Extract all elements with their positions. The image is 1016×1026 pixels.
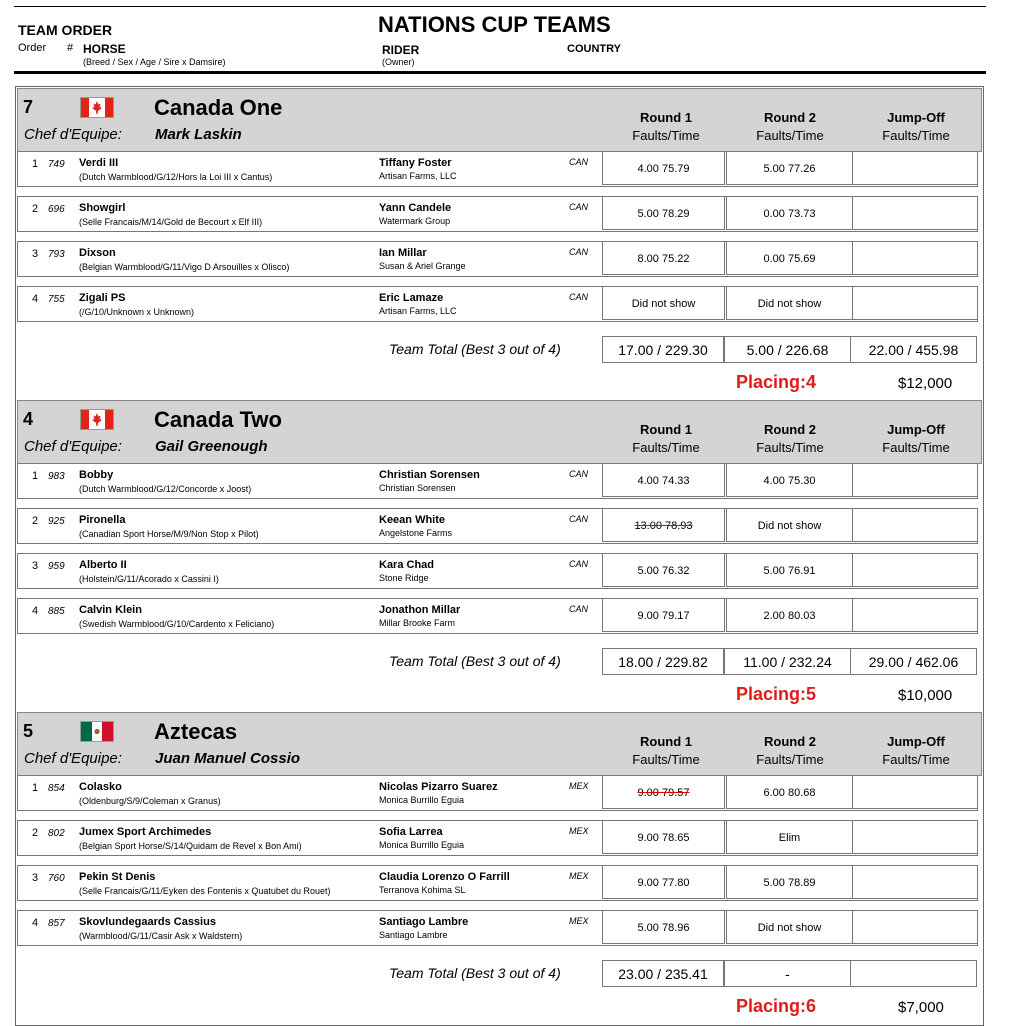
round2-result — [726, 196, 853, 230]
round1-value: 5.00 76.32 — [637, 565, 690, 577]
jumpoff-result — [852, 865, 978, 899]
number-column-label: # — [67, 42, 74, 54]
team-placing: Placing:4 — [736, 372, 817, 392]
round1-result — [602, 286, 725, 320]
rider-name: Kara Chad — [379, 559, 435, 571]
round2-value: Elim — [778, 832, 801, 844]
column-subtitle: Faults/Time — [756, 752, 824, 767]
round2-result — [726, 508, 853, 542]
round1-result — [602, 775, 725, 809]
horse-number: 802 — [48, 828, 65, 839]
column-header-jumpoff — [854, 733, 978, 769]
rider-name: Christian Sorensen — [379, 469, 480, 481]
horse-name: Pironella — [79, 514, 126, 526]
horse-column-sublabel: (Breed / Sex / Age / Sire x Damsire) — [83, 57, 226, 67]
horse-breed: (Warmblood/G/11/Casir Ask x Waldstern) — [79, 931, 243, 941]
horse-owner: Santiago Lambre — [379, 930, 448, 940]
mexico-flag-icon — [80, 721, 114, 742]
column-title: Round 2 — [764, 422, 816, 437]
horse-number: 983 — [48, 471, 65, 482]
round2-result — [726, 286, 853, 320]
horse-number: 793 — [48, 249, 65, 260]
column-subtitle: Faults/Time — [882, 440, 950, 455]
jumpoff-result — [852, 151, 978, 185]
country-column-label: COUNTRY — [567, 43, 621, 55]
rider-row — [17, 151, 978, 187]
round1-value: 4.00 74.33 — [637, 475, 690, 487]
round2-result — [726, 241, 853, 275]
horse-breed: (Belgian Sport Horse/S/14/Quidam de Revel x Bon Ami) — [79, 841, 302, 851]
horse-owner: Susan & Ariel Grange — [379, 261, 466, 271]
rider-row — [17, 865, 978, 901]
horse-name: Calvin Klein — [79, 604, 142, 616]
rider-order: 4 — [32, 293, 39, 305]
jumpoff-result — [852, 910, 978, 944]
column-title: Round 1 — [640, 110, 692, 125]
horse-breed: (Swedish Warmblood/G/10/Cardento x Feliciano) — [79, 619, 275, 629]
round1-value: Did not show — [631, 298, 696, 310]
horse-name: Zigali PS — [79, 292, 126, 304]
round2-result — [726, 910, 853, 944]
team-header — [17, 400, 982, 464]
rider-order: 3 — [32, 248, 39, 260]
rider-row — [17, 910, 978, 946]
rider-name: Eric Lamaze — [379, 292, 444, 304]
horse-breed: (Canadian Sport Horse/M/9/Non Stop x Pilot) — [79, 529, 259, 539]
rider-country: CAN — [569, 202, 589, 212]
chef-name: Gail Greenough — [155, 438, 268, 455]
rider-order: 4 — [32, 605, 39, 617]
round2-value: 2.00 80.03 — [763, 610, 816, 622]
team-order-heading: TEAM ORDER — [18, 22, 113, 38]
horse-name: Colasko — [79, 781, 122, 793]
horse-name: Verdi III — [79, 157, 119, 169]
team-total-value: 5.00 / 226.68 — [746, 342, 829, 358]
team-total-value: - — [785, 966, 790, 982]
team-order-number: 4 — [23, 409, 34, 429]
column-header-jumpoff — [854, 421, 978, 457]
round2-result — [726, 775, 853, 809]
column-title: Round 2 — [764, 110, 816, 125]
column-header-round1 — [604, 733, 728, 769]
round1-value: 5.00 78.96 — [637, 922, 690, 934]
team-total-label: Team Total (Best 3 out of 4) — [389, 653, 561, 669]
horse-owner: Monica Burrillo Eguia — [379, 795, 465, 805]
page-title: NATIONS CUP TEAMS — [378, 12, 611, 37]
round2-result — [726, 598, 853, 632]
rider-order: 4 — [32, 917, 39, 929]
jumpoff-result — [852, 463, 978, 497]
column-header-jumpoff — [854, 109, 978, 145]
rider-country: CAN — [569, 604, 589, 614]
team-total-jo — [850, 960, 977, 987]
chef-label: Chef d'Equipe: — [24, 750, 122, 767]
team-name: Canada Two — [154, 407, 282, 432]
jumpoff-result — [852, 820, 978, 854]
rider-column-label: RIDER — [382, 43, 420, 57]
horse-breed: (Belgian Warmblood/G/11/Vigo D Arsouilles x Olisco) — [79, 262, 290, 272]
round2-value: 4.00 75.30 — [763, 475, 816, 487]
horse-breed: (Holstein/G/11/Acorado x Cassini I) — [79, 574, 219, 584]
rider-name: Keean White — [379, 514, 446, 526]
chef-label: Chef d'Equipe: — [24, 126, 122, 143]
rider-country: CAN — [569, 247, 589, 257]
round1-result — [602, 463, 725, 497]
horse-column-label: HORSE — [83, 42, 126, 56]
round1-value: 4.00 75.79 — [637, 163, 690, 175]
round2-value: 0.00 75.69 — [763, 253, 816, 265]
rider-name: Jonathon Millar — [379, 604, 461, 616]
rider-name: Sofia Larrea — [379, 826, 443, 838]
rider-order: 3 — [32, 560, 39, 572]
team-total-label: Team Total (Best 3 out of 4) — [389, 341, 561, 357]
rider-name: Nicolas Pizarro Suarez — [379, 781, 498, 793]
rider-order: 2 — [32, 515, 39, 527]
chef-label: Chef d'Equipe: — [24, 438, 122, 455]
horse-number: 760 — [48, 873, 65, 884]
horse-owner: Angelstone Farms — [379, 528, 453, 538]
rider-name: Yann Candele — [379, 202, 452, 214]
team-total-value: 29.00 / 462.06 — [868, 654, 959, 670]
column-subtitle: Faults/Time — [756, 440, 824, 455]
round1-result — [602, 241, 725, 275]
team-prize: $12,000 — [898, 375, 953, 392]
column-title: Jump-Off — [887, 110, 945, 125]
horse-owner: Christian Sorensen — [379, 483, 456, 493]
rider-order: 2 — [32, 203, 39, 215]
horse-name: Dixson — [79, 247, 116, 259]
column-header-round1 — [604, 109, 728, 145]
horse-name: Showgirl — [79, 202, 126, 214]
rider-country: CAN — [569, 514, 589, 524]
round1-value: 13.00 78.93 — [634, 520, 693, 532]
rider-row — [17, 286, 978, 322]
horse-breed: (Oldenburg/S/9/Coleman x Granus) — [79, 796, 221, 806]
jumpoff-result — [852, 196, 978, 230]
round2-result — [726, 865, 853, 899]
round2-value: 5.00 76.91 — [763, 565, 816, 577]
rider-row — [17, 775, 978, 811]
round1-result — [602, 196, 725, 230]
rider-row — [17, 598, 978, 634]
rider-order: 2 — [32, 827, 39, 839]
team-prize: $10,000 — [898, 687, 953, 704]
round2-result — [726, 463, 853, 497]
round2-value: Did not show — [757, 922, 822, 934]
rider-name: Ian Millar — [379, 247, 427, 259]
horse-number: 925 — [48, 516, 65, 527]
team-total-r2 — [724, 960, 851, 987]
round1-value: 9.00 79.57 — [637, 787, 690, 799]
rider-row — [17, 553, 978, 589]
rider-order: 1 — [32, 782, 39, 794]
round1-value: 9.00 79.17 — [637, 610, 690, 622]
team-name: Aztecas — [154, 719, 238, 744]
horse-name: Alberto II — [79, 559, 127, 571]
rider-name: Tiffany Foster — [379, 157, 452, 169]
jumpoff-result — [852, 241, 978, 275]
jumpoff-result — [852, 598, 978, 632]
team-prize: $7,000 — [898, 999, 944, 1016]
horse-name: Skovlundegaards Cassius — [79, 916, 216, 928]
team-order-number: 7 — [23, 97, 34, 117]
column-title: Jump-Off — [887, 734, 945, 749]
team-placing: Placing:5 — [736, 684, 817, 704]
column-title: Round 1 — [640, 422, 692, 437]
rider-country: MEX — [569, 826, 589, 836]
round2-value: 6.00 80.68 — [763, 787, 816, 799]
column-subtitle: Faults/Time — [882, 752, 950, 767]
rider-column-sublabel: (Owner) — [382, 57, 415, 67]
horse-owner: Stone Ridge — [379, 573, 429, 583]
horse-number: 885 — [48, 606, 65, 617]
round2-value: 0.00 73.73 — [763, 208, 816, 220]
team-total-value: 23.00 / 235.41 — [618, 966, 708, 982]
round2-value: 5.00 78.89 — [763, 877, 816, 889]
rider-country: CAN — [569, 157, 589, 167]
jumpoff-result — [852, 286, 978, 320]
column-header-round2 — [728, 421, 852, 457]
rider-country: MEX — [569, 916, 589, 926]
rider-country: CAN — [569, 469, 589, 479]
team-total-value: 17.00 / 229.30 — [618, 342, 708, 358]
team-total-r1 — [602, 960, 724, 987]
column-header-round2 — [728, 733, 852, 769]
rider-row — [17, 196, 978, 232]
rider-row — [17, 463, 978, 499]
team-total-jo — [850, 336, 977, 363]
column-subtitle: Faults/Time — [632, 752, 700, 767]
horse-owner: Millar Brooke Farm — [379, 618, 456, 628]
header-rule — [14, 71, 986, 74]
team-section — [17, 88, 982, 398]
round1-result — [602, 508, 725, 542]
round1-value: 9.00 77.80 — [637, 877, 690, 889]
round1-result — [602, 865, 725, 899]
canada-flag-icon — [80, 97, 114, 118]
rider-name: Claudia Lorenzo O Farrill — [379, 871, 510, 883]
chef-name: Juan Manuel Cossio — [155, 750, 301, 767]
column-subtitle: Faults/Time — [756, 128, 824, 143]
rider-row — [17, 820, 978, 856]
team-total-value: 22.00 / 455.98 — [868, 342, 959, 358]
horse-number: 854 — [48, 783, 65, 794]
team-total-r1 — [602, 648, 724, 675]
chef-name: Mark Laskin — [155, 126, 242, 143]
jumpoff-result — [852, 775, 978, 809]
horse-number: 749 — [48, 159, 65, 170]
team-section — [17, 400, 982, 710]
team-placing: Placing:6 — [736, 996, 817, 1016]
round1-result — [602, 151, 725, 185]
round2-result — [726, 553, 853, 587]
canada-flag-icon — [80, 409, 114, 430]
horse-owner: Artisan Farms, LLC — [379, 171, 457, 181]
column-subtitle: Faults/Time — [632, 128, 700, 143]
rider-name: Santiago Lambre — [379, 916, 469, 928]
column-title: Round 2 — [764, 734, 816, 749]
rider-country: MEX — [569, 781, 589, 791]
rider-order: 1 — [32, 158, 39, 170]
jumpoff-result — [852, 508, 978, 542]
round2-value: Did not show — [757, 298, 822, 310]
team-header — [17, 88, 982, 152]
team-header — [17, 712, 982, 776]
horse-breed: (Selle Francais/M/14/Gold de Becourt x Elf III) — [79, 217, 263, 227]
horse-number: 755 — [48, 294, 65, 305]
rider-country: CAN — [569, 559, 589, 569]
team-total-jo — [850, 648, 977, 675]
horse-name: Bobby — [79, 469, 114, 481]
round1-value: 8.00 75.22 — [637, 253, 690, 265]
horse-name: Pekin St Denis — [79, 871, 156, 883]
column-header-round1 — [604, 421, 728, 457]
team-order-number: 5 — [23, 721, 34, 741]
round1-result — [602, 553, 725, 587]
horse-breed: (Dutch Warmblood/G/12/Concorde x Joost) — [79, 484, 252, 494]
round2-result — [726, 151, 853, 185]
horse-owner: Artisan Farms, LLC — [379, 306, 457, 316]
horse-number: 959 — [48, 561, 65, 572]
jumpoff-result — [852, 553, 978, 587]
column-subtitle: Faults/Time — [882, 128, 950, 143]
round2-value: Did not show — [757, 520, 822, 532]
round1-result — [602, 598, 725, 632]
horse-breed: (/G/10/Unknown x Unknown) — [79, 307, 195, 317]
team-section — [17, 712, 982, 1022]
rider-country: CAN — [569, 292, 589, 302]
rider-row — [17, 508, 978, 544]
horse-breed: (Selle Francais/G/11/Eyken des Fontenis x Quatubet du Rouet) — [79, 886, 331, 896]
team-total-r2 — [724, 648, 851, 675]
team-total-value: 18.00 / 229.82 — [618, 654, 708, 670]
horse-number: 857 — [48, 918, 65, 929]
rider-order: 1 — [32, 470, 39, 482]
top-rule — [14, 6, 986, 7]
team-total-r2 — [724, 336, 851, 363]
team-total-r1 — [602, 336, 724, 363]
horse-name: Jumex Sport Archimedes — [79, 826, 212, 838]
team-total-label: Team Total (Best 3 out of 4) — [389, 965, 561, 981]
order-column-label: Order — [18, 42, 47, 54]
horse-owner: Terranova Kohima SL — [379, 885, 466, 895]
column-title: Round 1 — [640, 734, 692, 749]
horse-number: 696 — [48, 204, 65, 215]
round1-value: 5.00 78.29 — [637, 208, 690, 220]
horse-owner: Monica Burrillo Eguia — [379, 840, 465, 850]
rider-row — [17, 241, 978, 277]
rider-order: 3 — [32, 872, 39, 884]
horse-breed: (Dutch Warmblood/G/12/Hors la Loi III x Cantus) — [79, 172, 273, 182]
round1-value: 9.00 78.65 — [637, 832, 690, 844]
horse-owner: Watermark Group — [379, 216, 451, 226]
column-subtitle: Faults/Time — [632, 440, 700, 455]
team-total-value: 11.00 / 232.24 — [743, 654, 832, 670]
round1-result — [602, 820, 725, 854]
rider-country: MEX — [569, 871, 589, 881]
column-header-round2 — [728, 109, 852, 145]
round2-value: 5.00 77.26 — [763, 163, 816, 175]
team-name: Canada One — [154, 95, 283, 120]
round2-result — [726, 820, 853, 854]
round1-result — [602, 910, 725, 944]
column-title: Jump-Off — [887, 422, 945, 437]
